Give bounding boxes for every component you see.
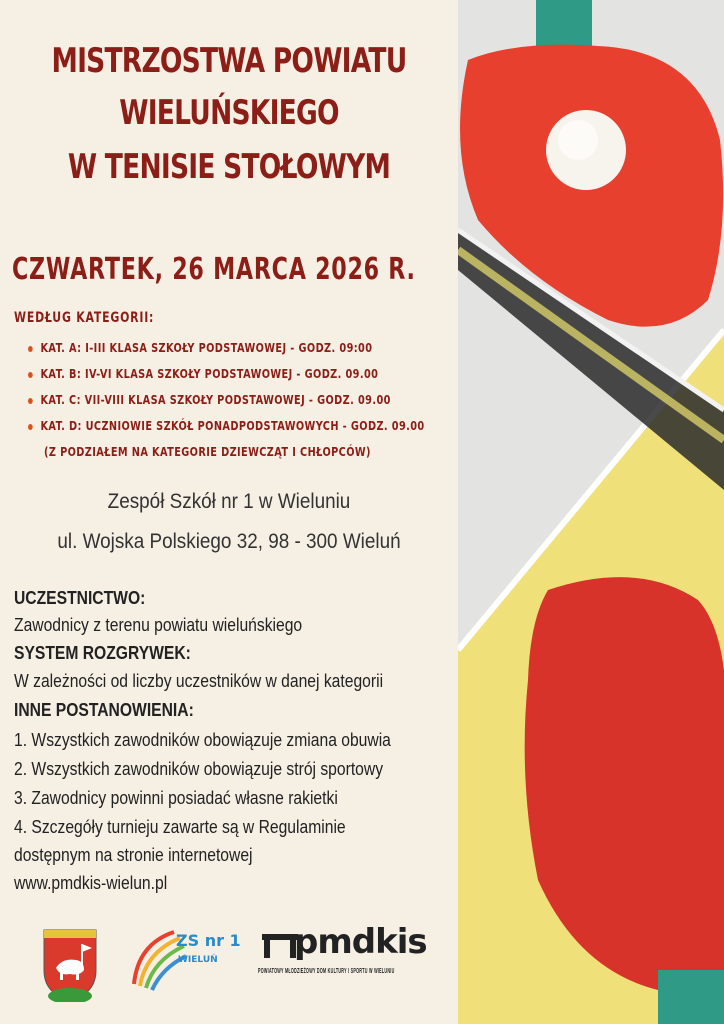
rule-4: 4. Szczegóły turnieju zawarte są w Regulaminie (14, 817, 346, 837)
system-heading: SYSTEM ROZGRYWEK: (14, 643, 191, 663)
rule-1: 1. Wszystkich zawodników obowiązuje zmiana obuwia (14, 730, 391, 750)
coat-of-arms-logo (40, 924, 100, 1002)
photo-panel (458, 0, 724, 1024)
rule-4-cont: dostępnym na stronie internetowej (14, 845, 253, 865)
venue-address: ul. Wojska Polskiego 32, 98 - 300 Wieluń (57, 530, 401, 553)
participation-text: Zawodnicy z terenu powiatu wieluńskiego (14, 615, 303, 635)
title-line-1: MISTRZOSTWA POWIATU (51, 41, 407, 81)
category-note: (Z PODZIAŁEM NA KATEGORIE DZIEWCZĄT I CHŁOPCÓW) (44, 444, 371, 459)
categories-heading: WEDŁUG KATEGORII: (14, 310, 155, 326)
zs-nr1-logo (124, 924, 244, 992)
rule-3: 3. Zawodnicy powinni posiadać własne rakietki (14, 788, 338, 808)
bullet-icon (28, 424, 33, 430)
category-d: KAT. D: UCZNIOWIE SZKÓŁ PONADPODSTAWOWYCH - GODZ. 09.00 (28, 418, 425, 433)
category-a: KAT. A: I-III KLASA SZKOŁY PODSTAWOWEJ - GODZ. 09:00 (28, 340, 372, 355)
zs-logo-city: WIELUŃ (178, 955, 218, 965)
category-c: KAT. C: VII-VIII KLASA SZKOŁY PODSTAWOWEJ - GODZ. 09.00 (28, 392, 391, 407)
bullet-icon (28, 346, 33, 352)
event-date: CZWARTEK, 26 MARCA 2026 R. (12, 252, 416, 287)
pmdkis-subtitle: POWIATOWY MŁODZIEŻOWY DOM KULTURY I SPORTU W WIELUNIU (258, 968, 395, 975)
venue-name: Zespół Szkół nr 1 w Wieluniu (107, 490, 351, 513)
bullet-icon (28, 398, 33, 404)
pmdkis-logo (258, 922, 448, 988)
other-heading: INNE POSTANOWIENIA: (14, 700, 194, 720)
title-line-2: WIELUŃSKIEGO (119, 93, 339, 133)
website-link[interactable]: www.pmdkis-wielun.pl (14, 873, 168, 893)
participation-heading: UCZESTNICTWO: (14, 588, 146, 608)
title-line-3: W TENISIE STOŁOWYM (67, 147, 391, 187)
system-text: W zależności od liczby uczestników w danej kategorii (14, 671, 384, 691)
pmdkis-name: pmdkis (294, 922, 427, 962)
zs-logo-text: ZS nr 1 (176, 931, 241, 950)
rule-2: 2. Wszystkich zawodników obowiązuje strój sportowy (14, 759, 384, 779)
table-tennis-photo (458, 0, 724, 1024)
bullet-icon (28, 372, 33, 378)
bottom-paddle-handle (658, 970, 724, 1024)
category-b: KAT. B: IV-VI KLASA SZKOŁY PODSTAWOWEJ - GODZ. 09.00 (28, 366, 378, 381)
